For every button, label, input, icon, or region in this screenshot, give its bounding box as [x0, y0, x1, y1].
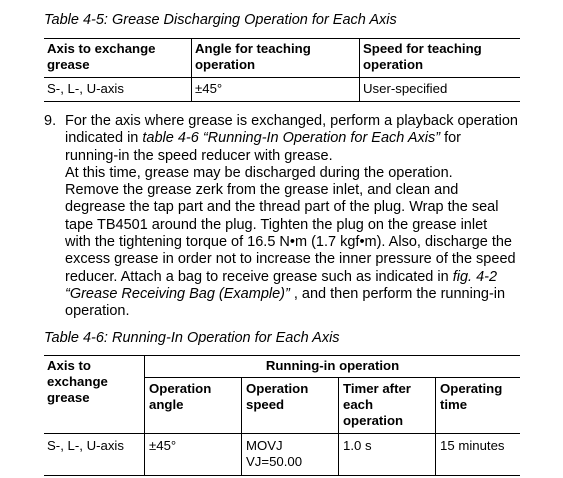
- step-line: Remove the grease zerk from the grease inlet, and clean and: [65, 182, 459, 199]
- cell-operating-time: 15 minutes: [436, 434, 521, 476]
- step-line: indicated in table 4-6 “Running-In Operation for Each Axis” for: [65, 130, 462, 147]
- cell-timer: 1.0 s: [339, 434, 436, 476]
- header-speed-for-teaching-operation: Speed for teaching operation: [360, 39, 521, 78]
- table-header-row: [44, 39, 520, 78]
- step-line: operation.: [65, 303, 130, 320]
- step-line: running-in the speed reducer with grease.: [65, 147, 333, 164]
- table-4-5-caption: Table 4-5: Grease Discharging Operation for Each Axis: [44, 12, 397, 28]
- step-line: reducer. Attach a bag to receive grease such as indicated in fig. 4-2: [65, 268, 498, 285]
- header-operating-time: Operating time: [436, 378, 521, 434]
- step-line: For the axis where grease is exchanged, perform a playback operation: [65, 113, 518, 129]
- step-line: At this time, grease may be discharged during the operation.: [65, 164, 453, 181]
- cell-axis: S-, L-, U-axis: [47, 438, 124, 453]
- step-line: tape TB4501 around the plug. Tighten the plug on the grease inlet: [65, 216, 488, 233]
- step-number: 9.: [44, 113, 57, 129]
- header-axis-to-exchange-grease: Axis to exchange grease: [44, 39, 192, 78]
- table-4-6-caption: Table 4-6: Running-In Operation for Each Axis: [44, 330, 340, 346]
- step-9-text: [65, 113, 540, 321]
- cell-operation-angle: ±45°: [145, 434, 242, 476]
- cell-speed: User-specified: [360, 78, 521, 102]
- header-timer-after-each-operation: Timer after each operation: [339, 378, 436, 434]
- table-row: [44, 434, 520, 476]
- step-line: with the tightening torque of 16.5 N•m (1.7 kgf•m). Also, discharge the: [65, 234, 513, 251]
- cell-angle: ±45°: [192, 78, 360, 102]
- cell-operation-speed: MOVJ VJ=50.00: [242, 434, 339, 476]
- header-axis-to-exchange-grease: Axis to exchange grease: [44, 356, 145, 434]
- table-4-6-reference: table 4-6 “Running-In Operation for Each Axis”: [142, 130, 441, 147]
- fig-4-2-title-reference: “Grease Receiving Bag (Example)”: [65, 285, 290, 302]
- fig-4-2-reference: fig. 4-2: [452, 268, 498, 285]
- cell-axis: S-, L-, U-axis: [47, 81, 124, 96]
- step-line: excess grease in order not to increase the inner pressure of the speed: [65, 251, 516, 268]
- table-row: [44, 78, 520, 102]
- table-header-row: [44, 356, 520, 378]
- running-in-operation-table: [44, 355, 520, 476]
- step-line: degrease the tap part and the thread part of the plug. Wrap the seal: [65, 199, 499, 216]
- header-operation-speed: Operation speed: [242, 378, 339, 434]
- header-operation-angle: Operation angle: [145, 378, 242, 434]
- step-line: “Grease Receiving Bag (Example)” , and then perform the running-in: [65, 285, 506, 302]
- grease-discharging-table: [44, 38, 520, 102]
- header-running-in-operation: Running-in operation: [145, 356, 521, 378]
- header-angle-for-teaching-operation: Angle for teaching operation: [192, 39, 360, 78]
